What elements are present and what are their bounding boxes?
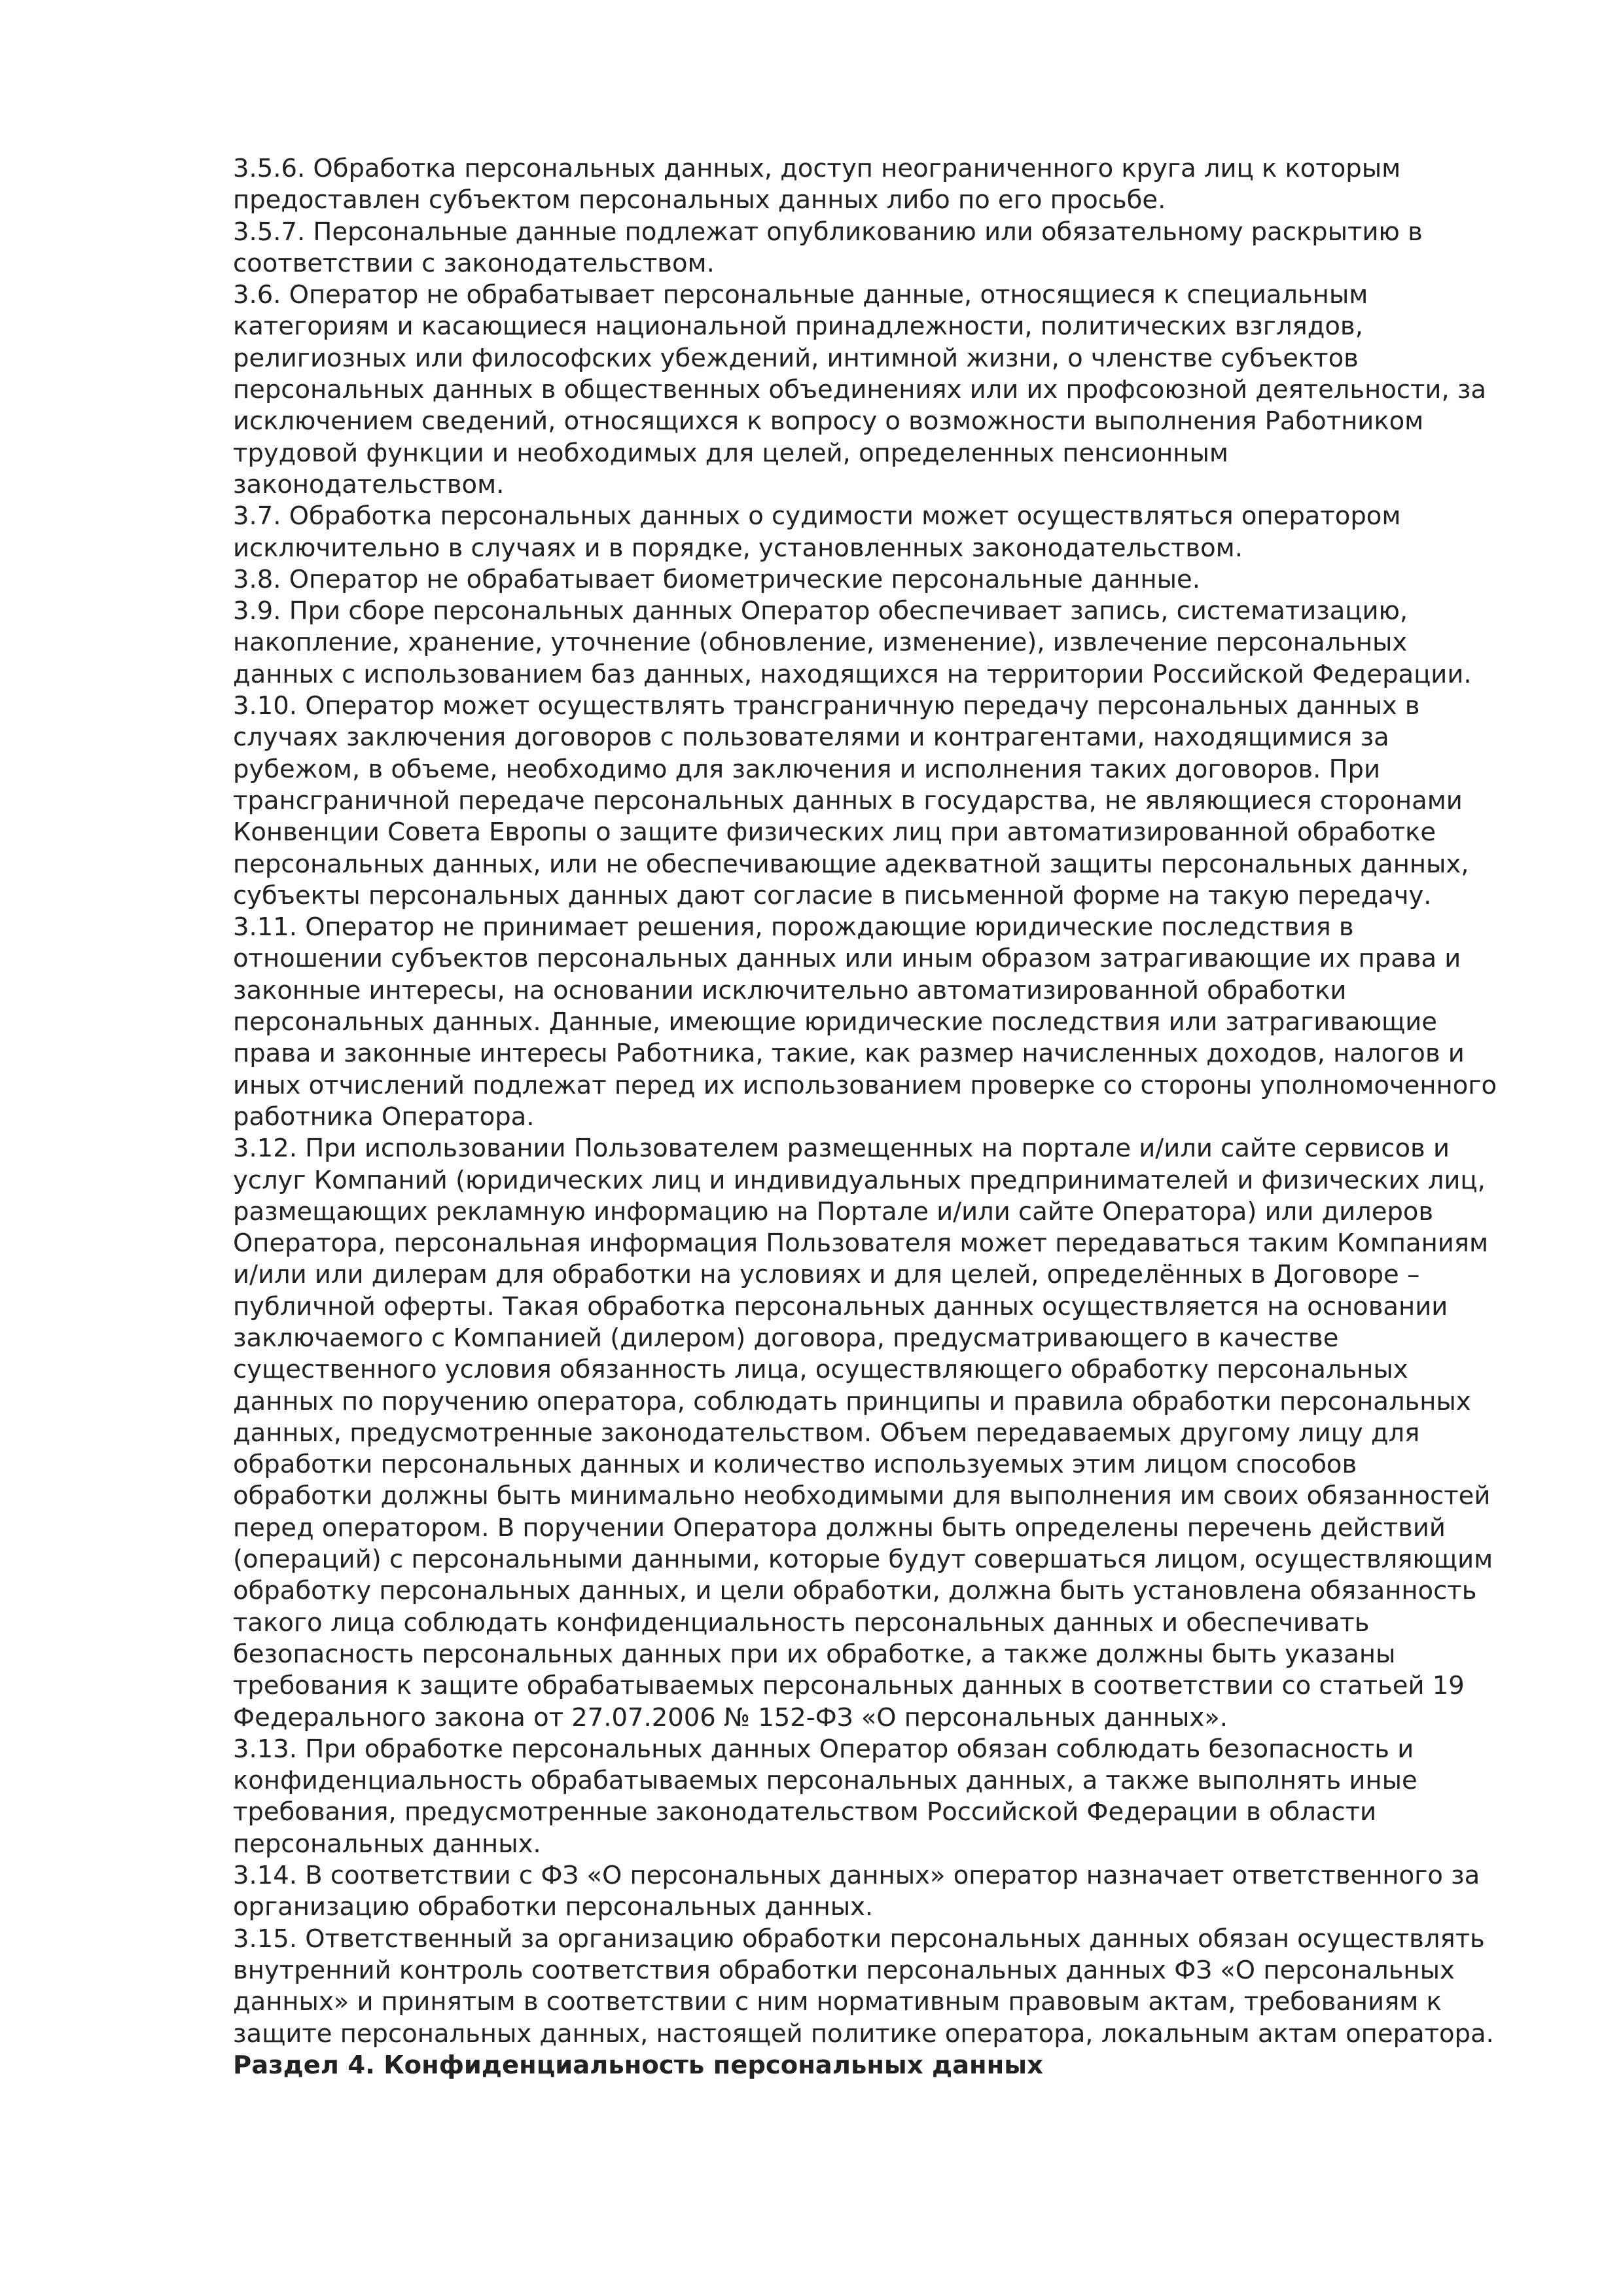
text-line: 3.9. При сборе персональных данных Оператор обеспечивает запись, систематизацию, [233,596,1408,626]
text-line: 3.11. Оператор не принимает решения, порождающие юридические последствия в [233,912,1354,942]
text-line: персональных данных. [233,1829,541,1859]
text-line: такого лица соблюдать конфиденциальность персональных данных и обеспечивать [233,1607,1370,1638]
text-line: иных отчислений подлежат перед их использованием проверке со стороны уполномоченного [233,1070,1497,1100]
document-page [233,153,1516,2081]
text-line: размещающих рекламную информацию на Портале и/или сайте Оператора) или дилеров [233,1196,1434,1227]
text-line: внутренний контроль соответствия обработки персональных данных ФЗ «О персональных [233,1955,1455,1985]
text-line: обработку персональных данных, и цели обработки, должна быть установлена обязанность [233,1576,1477,1606]
text-line: случаях заключения договоров с пользователями и контрагентами, находящимися за [233,723,1389,753]
text-line: данных по поручению оператора, соблюдать принципы и правила обработки персональных [233,1386,1471,1416]
text-line: исключением сведений, относящихся к вопросу о возможности выполнения Работником [233,406,1424,437]
text-line: защите персональных данных, настоящей политике оператора, локальным актам оператора. [233,2018,1494,2049]
section-heading: Раздел 4. Конфиденциальность персональных данных [233,2050,1043,2080]
text-line: безопасность персональных данных при их обработке, а также должны быть указаны [233,1639,1396,1669]
text-line: 3.14. В соответствии с ФЗ «О персональных данных» оператор назначает ответственного за [233,1861,1480,1891]
text-line: накопление, хранение, уточнение (обновление, изменение), извлечение персональных [233,628,1408,658]
text-line: Федерального закона от 27.07.2006 № 152-ФЗ «О персональных данных». [233,1702,1228,1732]
text-line: трансграничной передаче персональных данных в государства, не являющиеся сторонами [233,785,1463,816]
text-line: законные интересы, на основании исключительно автоматизированной обработки [233,975,1347,1005]
text-line: публичной оферты. Такая обработка персональных данных осуществляется на основании [233,1291,1448,1321]
text-line: существенного условия обязанность лица, осуществляющего обработку персональных [233,1355,1408,1385]
text-line: 3.7. Обработка персональных данных о судимости может осуществляться оператором [233,501,1401,531]
text-line: 3.13. При обработке персональных данных Оператор обязан соблюдать безопасность и [233,1734,1414,1764]
text-line: 3.12. При использовании Пользователем размещенных на портале и/или сайте сервисов и [233,1134,1450,1164]
text-line: исключительно в случаях и в порядке, установленных законодательством. [233,533,1243,563]
text-line: религиозных или философских убеждений, интимной жизни, о членстве субъектов [233,343,1359,373]
text-line: соответствии с законодательством. [233,248,715,278]
text-line: обработки должны быть минимально необходимыми для выполнения им своих обязанностей [233,1481,1491,1511]
text-line: персональных данных. Данные, имеющие юридические последствия или затрагивающие [233,1007,1437,1037]
text-line: 3.6. Оператор не обрабатывает персональные данные, относящиеся к специальным [233,280,1368,310]
text-line: персональных данных, или не обеспечивающие адекватной защиты персональных данных, [233,849,1469,879]
text-line: рубежом, в объеме, необходимо для заключения и исполнения таких договоров. При [233,754,1381,784]
text-line: и/или или дилерам для обработки на условиях и для целей, определённых в Договоре – [233,1260,1420,1290]
text-line: организацию обработки персональных данных. [233,1892,874,1922]
text-line: предоставлен субъектом персональных данных либо по его просьбе. [233,185,1166,215]
text-line: отношении субъектов персональных данных или иным образом затрагивающие их права и [233,944,1461,974]
text-line: трудовой функции и необходимых для целей, определенных пенсионным [233,438,1228,468]
text-line: услуг Компаний (юридических лиц и индивидуальных предпринимателей и физических лиц, [233,1165,1486,1195]
text-line: обработки персональных данных и количество используемых этим лицом способов [233,1450,1357,1480]
text-line: субъекты персональных данных дают согласие в письменной форме на такую передачу. [233,880,1432,910]
document-body [233,153,1516,2050]
text-line: конфиденциальность обрабатываемых персональных данных, а также выполнять иные [233,1766,1418,1796]
text-line: требования к защите обрабатываемых персональных данных в соответствии со статьей 19 [233,1671,1465,1701]
text-line: требования, предусмотренные законодательством Российской Федерации в области [233,1797,1377,1827]
text-line: права и законные интересы Работника, такие, как размер начисленных доходов, налогов и [233,1039,1465,1069]
text-line: данных, предусмотренные законодательством. Объем передаваемых другому лицу для [233,1418,1420,1448]
text-line: 3.15. Ответственный за организацию обработки персональных данных обязан осуществлять [233,1924,1485,1954]
text-line: данных» и принятым в соответствии с ним нормативным правовым актам, требованиям к [233,1987,1442,2017]
text-line: 3.5.6. Обработка персональных данных, доступ неограниченного круга лиц к которым [233,154,1401,183]
text-line: законодательством. [233,469,505,499]
text-line: Конвенции Совета Европы о защите физических лиц при автоматизированной обработке [233,817,1436,848]
text-line: 3.8. Оператор не обрабатывает биометрические персональные данные. [233,564,1200,594]
text-line: заключаемого с Компанией (дилером) договора, предусматривающего в качестве [233,1323,1339,1353]
text-line: 3.5.7. Персональные данные подлежат опубликованию или обязательному раскрытию в [233,217,1423,247]
text-line: 3.10. Оператор может осуществлять трансграничную передачу персональных данных в [233,691,1420,721]
text-line: работника Оператора. [233,1102,535,1132]
text-line: Оператора, персональная информация Пользователя может передаваться таким Компаниям [233,1229,1488,1259]
text-line: категориям и касающиеся национальной принадлежности, политических взглядов, [233,312,1363,342]
text-line: персональных данных в общественных объединениях или их профсоюзной деятельности, за [233,375,1486,405]
text-line: данных с использованием баз данных, находящихся на территории Российской Федерации. [233,659,1472,689]
text-line: перед оператором. В поручении Оператора должны быть определены перечень действий [233,1513,1446,1543]
text-line: (операций) с персональными данными, которые будут совершаться лицом, осуществляющим [233,1545,1493,1575]
